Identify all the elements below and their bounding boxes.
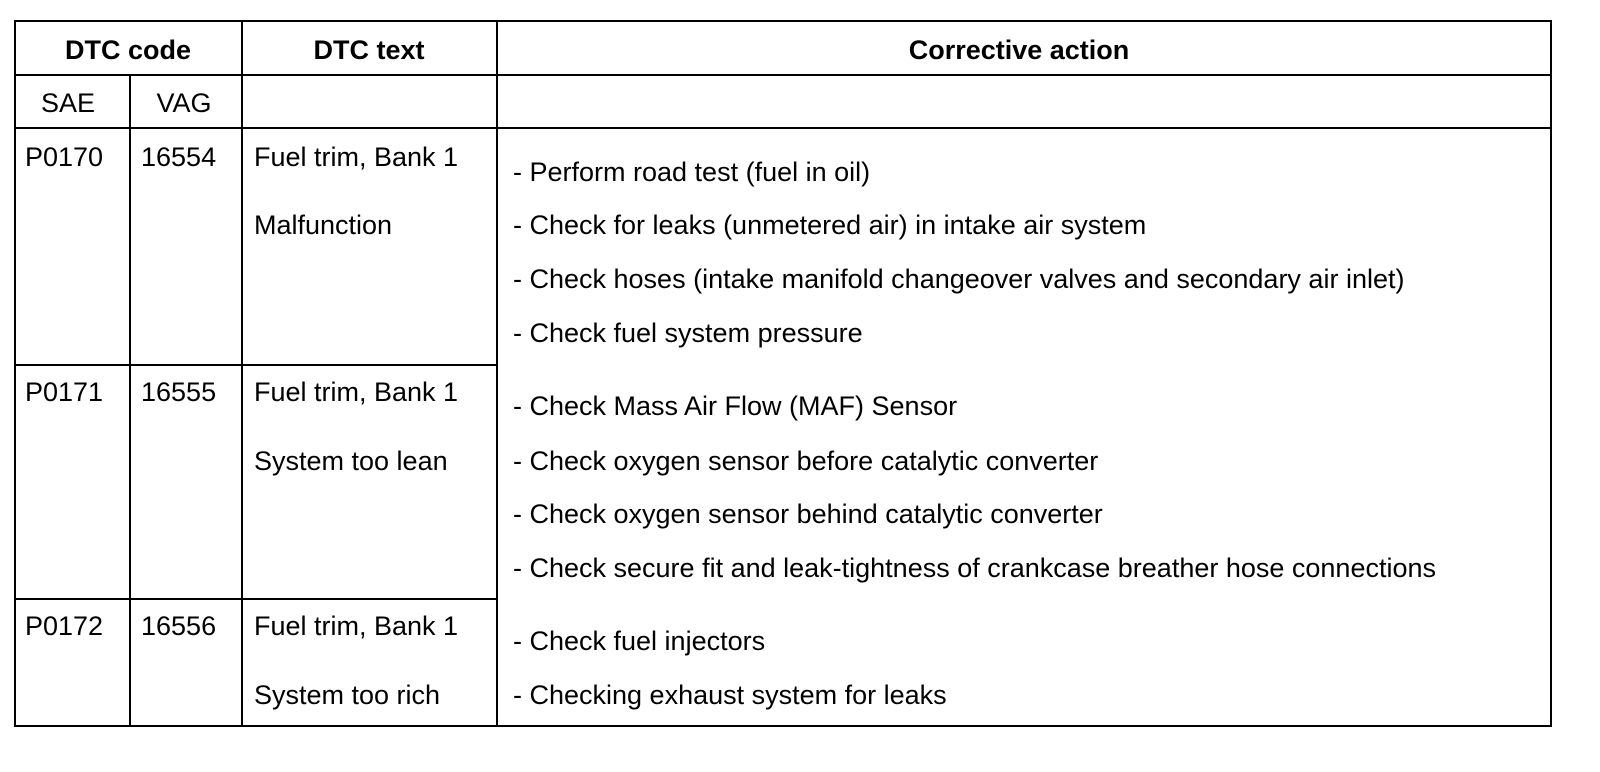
action-item: - Check hoses (intake manifold changeover valves and secondary air inlet) (513, 264, 1405, 294)
action-item: - Check fuel system pressure (513, 318, 863, 348)
action-item: - Check for leaks (unmetered air) in intake air system (513, 210, 1147, 240)
header-corrective-action: Corrective action (908, 35, 1130, 65)
action-item: - Check fuel injectors (513, 626, 766, 656)
action-item: - Check secure fit and leak-tightness of crankcase breather hose connections (513, 553, 1436, 583)
row-3-sae: P0172 (25, 611, 104, 641)
subheader-rule (14, 127, 1552, 129)
row-rule-1 (14, 364, 498, 366)
row-1-text-line-2: Malfunction (254, 210, 393, 240)
row-1-text-line-1: Fuel trim, Bank 1 (254, 142, 459, 172)
row-2-vag: 16555 (141, 377, 217, 407)
col-rule-sae-vag (129, 74, 131, 727)
row-2-text-line-1: Fuel trim, Bank 1 (254, 377, 459, 407)
action-item: - Perform road test (fuel in oil) (513, 157, 871, 187)
row-2-sae: P0171 (25, 377, 104, 407)
header-dtc-text: DTC text (313, 35, 425, 65)
row-2-text-line-2: System too lean (254, 446, 448, 476)
header-rule (14, 74, 1552, 76)
col-rule-text-action (496, 20, 498, 727)
header-sae: SAE (40, 88, 96, 118)
row-3-text-line-1: Fuel trim, Bank 1 (254, 611, 459, 641)
header-vag: VAG (156, 88, 212, 118)
row-rule-2 (14, 598, 498, 600)
row-1-sae: P0170 (25, 142, 104, 172)
col-rule-code-text (241, 20, 243, 727)
action-item: - Check Mass Air Flow (MAF) Sensor (513, 391, 958, 421)
table-border-top (14, 20, 1552, 22)
table-border-bottom (14, 725, 1552, 727)
row-1-vag: 16554 (141, 142, 217, 172)
action-item: - Check oxygen sensor before catalytic converter (513, 446, 1099, 476)
header-dtc-code: DTC code (64, 35, 192, 65)
row-3-vag: 16556 (141, 611, 217, 641)
action-item: - Check oxygen sensor behind catalytic converter (513, 499, 1103, 529)
row-3-text-line-2: System too rich (254, 680, 441, 710)
action-item: - Checking exhaust system for leaks (513, 680, 947, 710)
